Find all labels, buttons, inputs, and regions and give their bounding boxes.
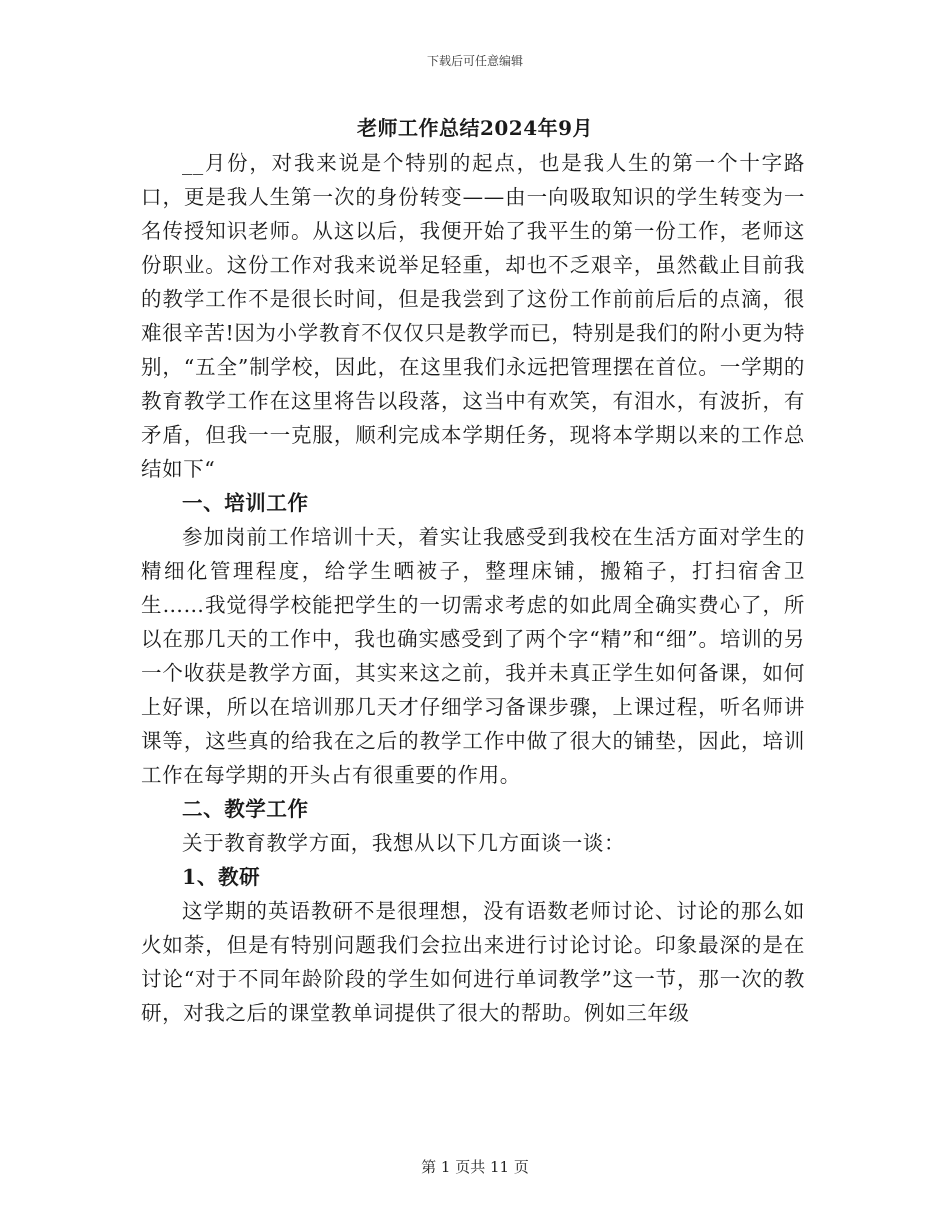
- section-heading-teaching: 二、教学工作: [182, 797, 309, 821]
- research-paragraph: 这学期的英语教研不是很理想，没有语数老师讨论、讨论的那么如火如荼，但是有特别问题我们会拉出来进行讨论讨论。印象最深的是在讨论“对于不同年龄阶段的学生如何进行单词教学”这一节，那一次的教研，对我之后的课堂教单词提供了很大的帮助。例如三年级: [141, 899, 805, 1025]
- document-body: [141, 146, 805, 1030]
- section-heading-training: 一、培训工作: [182, 491, 309, 515]
- page-footer: 第 1 页共 11 页: [421, 1158, 529, 1176]
- page-header: 下载后可任意编辑: [426, 54, 523, 68]
- document-title: 老师工作总结2024年9月: [356, 116, 594, 140]
- subsection-heading-research: 1、教研: [182, 865, 261, 889]
- teaching-intro-paragraph: 关于教育教学方面，我想从以下几方面谈一谈：: [182, 831, 626, 855]
- intro-paragraph: __月份，对我来说是个特别的起点，也是我人生的第一个十字路口，更是我人生第一次的身份转变——由一向吸取知识的学生转变为一名传授知识老师。从这以后，我便开始了我平生的第一份工作，老师这份职业。这份工作对我来说举足轻重，却也不乏艰辛，虽然截止目前我的教学工作不是很长时间，但是我尝到了这份工作前前后后的点滴，很难很辛苦!因为小学教育不仅仅只是教学而已，特别是我们的附小更为特别，“五全”制学校，因此，在这里我们永远把管理摆在首位。一学期的教育教学工作在这里将告以段落，这当中有欢笑，有泪水，有波折，有矛盾，但我一一克服，顺利完成本学期任务，现将本学期以来的工作总结如下“: [141, 151, 805, 481]
- training-paragraph: 参加岗前工作培训十天，着实让我感受到我校在生活方面对学生的精细化管理程度，给学生晒被子，整理床铺，搬箱子，打扫宿舍卫生……我觉得学校能把学生的一切需求考虑的如此周全确实费心了，所以在那几天的工作中，我也确实感受到了两个字“精”和“细”。培训的另一个收获是教学方面，其实来这之前，我并未真正学生如何备课，如何上好课，所以在培训那几天才仔细学习备课步骤，上课过程，听名师讲课等，这些真的给我在之后的教学工作中做了很大的铺垫，因此，培训工作在每学期的开头占有很重要的作用。: [141, 525, 805, 787]
